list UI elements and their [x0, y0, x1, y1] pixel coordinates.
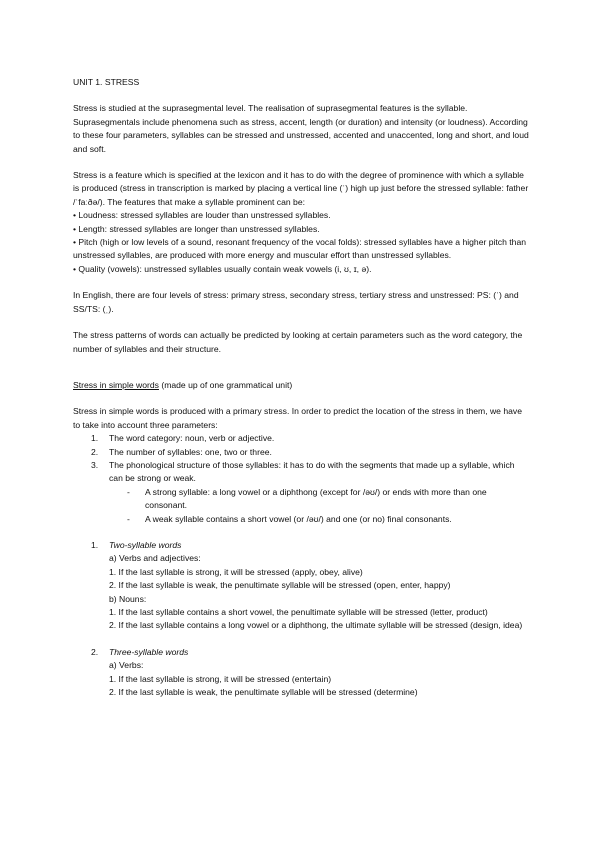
rule-line: 2. If the last syllable is weak, the penultimate syllable will be stressed (open, enter, happy) — [109, 580, 451, 591]
rule-line: b) Nouns: — [109, 593, 147, 604]
feature-paragraph: Stress is a feature which is specified at the lexicon and it has to do with the degree of prominence with which a syllable is produced (stress in transcription is marked by placing a vertical line (ˈ) high up just before the stressed syllable: father /ˈfaːðə/). The features that make a syllable prominent can be: — [73, 170, 529, 207]
stress-patterns-paragraph: The stress patterns of words can actually be predicted by looking at certain parameters such as the word category, the number of syllables and their structure. — [73, 330, 523, 354]
document-body — [73, 76, 529, 699]
feature-item: • Loudness: stressed syllables are louder than unstressed syllables. — [73, 210, 331, 221]
rule-line: 1. If the last syllable is strong, it will be stressed (entertain) — [109, 673, 332, 684]
section-heading-underlined: Stress in simple words — [73, 379, 159, 390]
parameter-item: 2. The number of syllables: one, two or three. — [91, 446, 272, 457]
features-block — [73, 169, 529, 276]
feature-item: • Quality (vowels): unstressed syllables usually contain weak vowels (i, ʊ, ɪ, ə). — [73, 263, 372, 274]
rule-line: 1. If the last syllable contains a short vowel, the penultimate syllable will be stressed (letter, product) — [109, 607, 488, 617]
syllable-type-item: - A strong syllable: a long vowel or a diphthong (except for /əʊ/) or ends with more than one consonant. — [127, 486, 487, 511]
rule-line: a) Verbs: — [109, 660, 144, 671]
three-syllable-heading: 2. Three-syllable words — [91, 646, 189, 657]
intro-paragraph: Stress is studied at the suprasegmental level. The realisation of suprasegmental features is the syllable. Suprasegmentals include phenomena such as stress, accent, length (or duration) and intensity (or loudness). According to these four parameters, syllables can be stressed and unstressed, accented and unaccented, long and short, and loud and soft. — [73, 103, 529, 154]
rule-line: 1. If the last syllable is strong, it will be stressed (apply, obey, alive) — [109, 566, 363, 577]
section-intro: Stress in simple words is produced with a primary stress. In order to predict the location of the stress in them, we have to take into account three parameters: — [73, 406, 522, 430]
syllable-type-item: - A weak syllable contains a short vowel (or /əʊ/) and one (or no) final consonants. — [127, 513, 452, 524]
feature-item: • Length: stressed syllables are longer than unstressed syllables. — [73, 223, 320, 234]
three-syllable-rules — [91, 659, 529, 699]
page-title: UNIT 1. STRESS — [73, 77, 140, 87]
three-syllable-section — [73, 646, 529, 700]
two-syllable-rules — [91, 552, 529, 632]
rule-line: 2. If the last syllable contains a long vowel or a diphthong, the ultimate syllable will be stressed (design, idea) — [109, 620, 523, 631]
two-syllable-section — [73, 539, 529, 633]
parameter-list — [73, 432, 529, 486]
feature-item: • Pitch (high or low levels of a sound, resonant frequency of the vocal folds): stressed syllables have a higher pitch than unstressed syllables, are produced with more energy and muscular effort than unstressed syllables. — [73, 237, 526, 261]
two-syllable-heading: 1. Two-syllable words — [91, 539, 182, 550]
stress-levels-paragraph: In English, there are four levels of stress: primary stress, secondary stress, tertiary stress and unstressed: PS: (ˈ) and SS/TS: (ˌ). — [73, 290, 519, 314]
section-heading-rest: (made up of one grammatical unit) — [158, 379, 293, 390]
parameter-item: 1. The word category: noun, verb or adjective. — [91, 433, 275, 444]
rule-line: 2. If the last syllable is weak, the penultimate syllable will be stressed (determine) — [109, 687, 418, 698]
rule-line: a) Verbs and adjectives: — [109, 553, 201, 564]
parameter-item: 3. The phonological structure of those syllables: it has to do with the segments that made up a syllable, which can be strong or weak. — [91, 459, 515, 484]
section-heading — [73, 379, 529, 392]
